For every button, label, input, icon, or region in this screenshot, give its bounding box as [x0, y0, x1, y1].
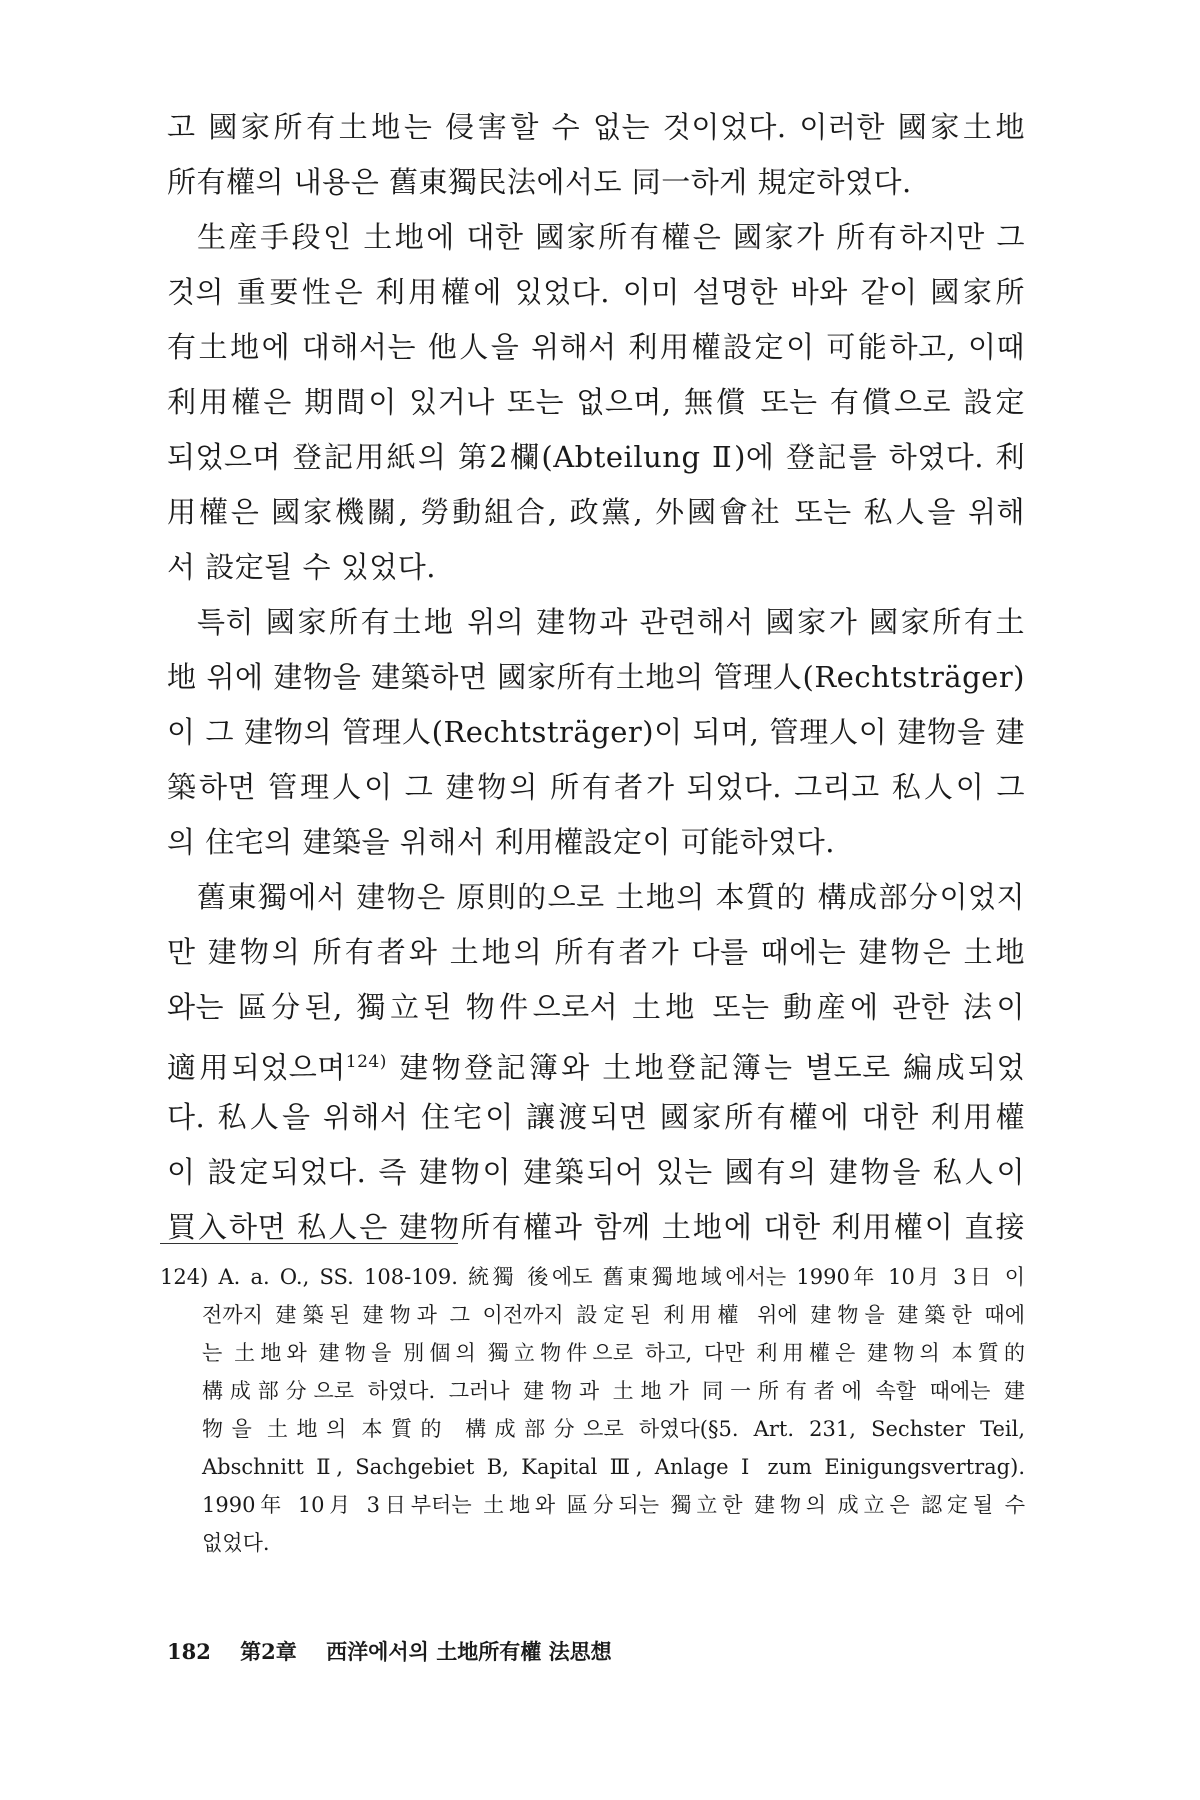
body-line: 生産手段인 土地에 대한 國家所有權은 國家가 所有하지만 그	[197, 220, 1025, 254]
footnote-line: 構成部分으로 하였다. 그러나 建物과 土地가 同一所有者에 속할 때에는 建	[202, 1379, 1025, 1403]
footnote-124	[160, 1258, 1025, 1562]
body-line: 것의 重要性은 利用權에 있었다. 이미 설명한 바와 같이 國家所	[167, 275, 1025, 309]
body-line	[167, 1035, 1025, 1090]
page-number: 182	[167, 1639, 211, 1664]
chapter-label: 第2章	[240, 1639, 297, 1664]
body-line: 이 그 建物의 管理人(Rechtsträger)이 되며, 管理人이 建物을 建	[167, 715, 1025, 749]
body-line: 특히 國家所有土地 위의 建物과 관련해서 國家가 國家所有土	[197, 605, 1025, 639]
body-line: 만 建物의 所有者와 土地의 所有者가 다를 때에는 建物은 土地	[167, 935, 1025, 969]
footnote-divider	[160, 1243, 458, 1244]
footnote-line: 物을 土地의 本質的 構成部分으로 하였다(§5. Art. 231, Sechster Teil,	[202, 1417, 1025, 1441]
running-footer	[167, 1632, 634, 1672]
body-line: 所有權의 내용은 舊東獨民法에서도 同一하게 規定하였다.	[167, 165, 912, 199]
footnote-line: 124) A. a. O., SS. 108-109. 統獨 後에도 舊東獨地域에서는 1990年 10月 3日 이	[160, 1265, 1025, 1289]
footnote-line: 는 土地와 建物을 別個의 獨立物件으로 하고, 다만 利用權은 建物의 本質的	[202, 1341, 1025, 1365]
footnote-line: Abschnitt Ⅱ, Sachgebiet B, Kapital Ⅲ, Anlage Ⅰ zum Einigungsvertrag).	[202, 1455, 1025, 1479]
body-line: 의 住宅의 建築을 위해서 利用權設定이 可能하였다.	[167, 825, 835, 859]
body-line: 고 國家所有土地는 侵害할 수 없는 것이었다. 이러한 國家土地	[167, 110, 1025, 144]
body-line: 서 設定될 수 있었다.	[167, 550, 436, 584]
body-line: 用權은 國家機關, 勞動組合, 政黨, 外國會社 또는 私人을 위해	[167, 495, 1025, 529]
footnote-line: 전까지 建築된 建物과 그 이전까지 設定된 利用權 위에 建物을 建築한 때에	[202, 1303, 1025, 1327]
body-line: 다. 私人을 위해서 住宅이 讓渡되면 國家所有權에 대한 利用權	[167, 1100, 1025, 1134]
footnote-line: 없었다.	[202, 1531, 270, 1555]
body-line: 이 設定되었다. 즉 建物이 建築되어 있는 國有의 建物을 私人이	[167, 1155, 1025, 1189]
body-line: 有土地에 대해서는 他人을 위해서 利用權設定이 可能하고, 이때	[167, 330, 1025, 364]
chapter-title: 西洋에서의 土地所有權 法思想	[326, 1639, 612, 1664]
body-text	[167, 100, 1025, 1255]
footnote-reference[interactable]: 124)	[345, 1052, 387, 1072]
body-line: 築하면 管理人이 그 建物의 所有者가 되었다. 그리고 私人이 그	[167, 770, 1025, 804]
body-line: 地 위에 建物을 建築하면 國家所有土地의 管理人(Rechtsträger)	[167, 660, 1025, 694]
body-line: 利用權은 期間이 있거나 또는 없으며, 無償 또는 有償으로 設定	[167, 385, 1025, 419]
body-line: 買入하면 私人은 建物所有權과 함께 土地에 대한 利用權이 直接	[167, 1210, 1025, 1244]
body-line-segment: 適用되었으며	[167, 1050, 346, 1085]
body-line: 와는 區分된, 獨立된 物件으로서 土地 또는 動産에 관한 法이	[167, 990, 1025, 1024]
footnote-line: 1990年 10月 3日부터는 土地와 區分되는 獨立한 建物의 成立은 認定될 수	[202, 1493, 1025, 1517]
body-line-segment: 建物登記簿와 土地登記簿는 별도로 編成되었	[386, 1050, 1025, 1085]
body-line: 舊東獨에서 建物은 原則的으로 土地의 本質的 構成部分이었지	[197, 880, 1025, 914]
body-line: 되었으며 登記用紙의 第2欄(Abteilung Ⅱ)에 登記를 하였다. 利	[167, 440, 1025, 474]
